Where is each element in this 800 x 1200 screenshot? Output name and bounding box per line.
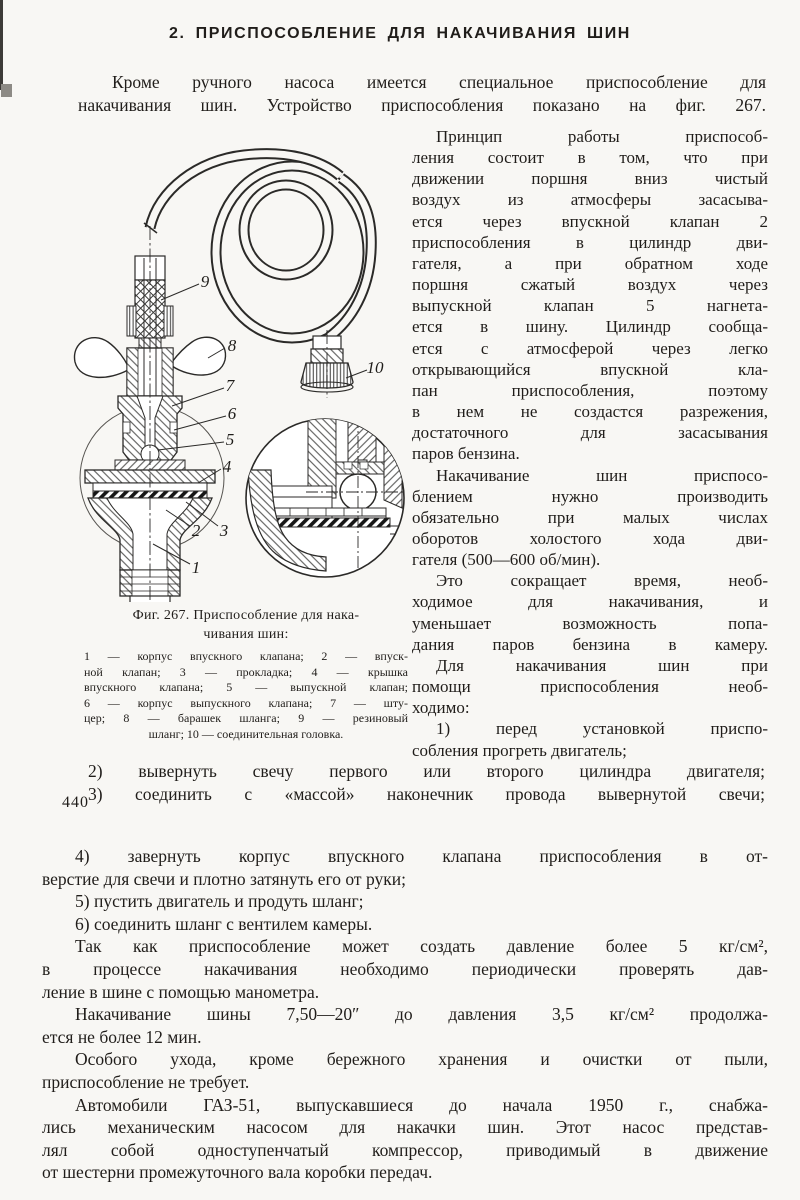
callout-8: 8 bbox=[227, 336, 237, 355]
figure-caption-title bbox=[84, 606, 408, 644]
figure-caption bbox=[84, 606, 408, 743]
text-line: 5) пустить двигатель и продуть шланг; bbox=[75, 891, 364, 912]
detail-circle-inset bbox=[246, 416, 410, 580]
text-line: ной клапан; 3 — прокладка; 4 — крышка bbox=[84, 664, 408, 679]
text-line: ется не более 12 мин. bbox=[42, 1026, 202, 1047]
callout-4: 4 bbox=[222, 457, 232, 476]
text-line: 2) вывернуть свечу первого или второго цилиндра двигателя; bbox=[88, 761, 765, 781]
bottom-paragraphs bbox=[42, 845, 768, 1184]
text-line: Накачивание шины 7,50—20″ до давления 3,5 кг/см² продолжа- bbox=[75, 1004, 768, 1025]
text-line: верстие для свечи и плотно затянуть его от руки; bbox=[42, 868, 406, 889]
text-line: приспособление не требует. bbox=[42, 1071, 250, 1092]
text-line: Накачивание шин приспосо- bbox=[436, 465, 768, 485]
text-line: ходимо: bbox=[412, 698, 470, 718]
text-line: ется с атмосферой через легко bbox=[412, 338, 768, 358]
text-line: дания паров бензина в камеру. bbox=[412, 634, 768, 654]
text-line: 4) завернуть корпус впускного клапана приспособления в от- bbox=[75, 846, 768, 866]
text-line: поршня сжатый воздух через bbox=[412, 275, 768, 295]
scan-edge-artifact bbox=[0, 0, 3, 90]
right-text-column bbox=[412, 126, 768, 761]
callout-7: 7 bbox=[225, 376, 235, 395]
text-line: Особого ухода, кроме бережного хранения и очистки от пыли, bbox=[75, 1049, 768, 1070]
text-line: ется через впускной клапан 2 bbox=[412, 211, 768, 231]
text-line: впускного клапана; 5 — выпускной клапан; bbox=[84, 680, 408, 695]
text-line: воздух из атмосферы засасыва- bbox=[412, 190, 768, 210]
text-line: приспособления в цилиндр дви- bbox=[412, 232, 768, 252]
text-line: блением нужно производить bbox=[412, 486, 768, 506]
text-line: Для накачивания шин при bbox=[436, 655, 768, 675]
text-line: 6 — корпус выпускного клапана; 7 — шту- bbox=[84, 695, 408, 710]
section-heading: 2. ПРИСПОСОБЛЕНИЕ ДЛЯ НАКАЧИВАНИЯ ШИН bbox=[169, 25, 631, 42]
text-line: помощи приспособления необ- bbox=[412, 677, 768, 697]
text-line: Кроме ручного насоса имеется специальное приспособление для bbox=[112, 72, 766, 92]
text-line: гателя, а при обратном ходе bbox=[412, 253, 768, 273]
callout-2: 2 bbox=[191, 521, 201, 540]
text-line: Фиг. 267. Приспособление для нака- bbox=[132, 608, 360, 623]
text-line: Принцип работы приспособ- bbox=[436, 127, 768, 146]
text-line: Автомобили ГАЗ-51, выпускавшиеся до начала 1950 г., снабжа- bbox=[75, 1094, 768, 1115]
text-line: достаточного для засасывания bbox=[412, 423, 768, 443]
text-line: 6) соединить шланг с вентилем камеры. bbox=[75, 913, 373, 934]
text-line: движении поршня вниз чистый bbox=[412, 169, 768, 189]
text-line: обязательно при малых числах bbox=[412, 507, 768, 527]
text-line: Так как приспособление может создать давление более 5 кг/см², bbox=[75, 936, 768, 957]
text-line: в нем не создастся разрежения, bbox=[412, 402, 768, 422]
figure-caption-legend bbox=[84, 649, 408, 743]
text-line: чивания шин: bbox=[203, 627, 289, 642]
text-line: шланг; 10 — соединительная головка. bbox=[148, 726, 344, 741]
text-line: гателя (500—600 об/мин). bbox=[412, 550, 601, 570]
text-line: 3) соединить с «массой» наконечник провода вывернутой свечи; bbox=[88, 783, 765, 804]
text-line: 1) перед установкой приспо- bbox=[436, 719, 768, 739]
text-line: ходимое для накачивания, и bbox=[412, 592, 768, 612]
text-line: открывающийся впускной кла- bbox=[412, 359, 768, 379]
text-line: лись механическим насосом для накачки шин. Этот насос представ- bbox=[42, 1117, 768, 1138]
text-line: цер; 8 — барашек шланга; 9 — резиновый bbox=[84, 711, 408, 726]
text-line: 1 — корпус впускного клапана; 2 — впуск- bbox=[84, 649, 408, 663]
text-line: накачивания шин. Устройство приспособления показано на фиг. 267. bbox=[78, 95, 766, 115]
full-width-list-lines bbox=[88, 760, 765, 805]
intro-paragraph bbox=[78, 71, 766, 117]
text-line: лял собой одноступенчатый компрессор, приводимый в движение bbox=[42, 1139, 768, 1160]
text-line: ления состоит в том, что при bbox=[412, 148, 768, 168]
callout-1: 1 bbox=[191, 558, 201, 577]
text-line: Это сокращает время, необ- bbox=[436, 571, 768, 591]
text-line: уменьшает возможность попа- bbox=[412, 613, 768, 633]
callout-10: 10 bbox=[366, 358, 384, 377]
text-line: оборотов холостого хода дви- bbox=[412, 528, 768, 548]
text-line: в процессе накачивания необходимо периодически проверять дав- bbox=[42, 958, 768, 979]
callout-5: 5 bbox=[225, 430, 235, 449]
figure-267-drawing bbox=[60, 130, 412, 602]
scan-edge-artifact bbox=[1, 84, 12, 97]
text-line: выпускной клапан 5 нагнета- bbox=[412, 296, 768, 316]
text-line: ление в шине с помощью манометра. bbox=[42, 981, 320, 1002]
callout-9: 9 bbox=[200, 272, 210, 291]
text-line: от шестерни промежуточного вала коробки передач. bbox=[42, 1162, 433, 1183]
rubber-hose-coil bbox=[144, 154, 371, 338]
callout-3: 3 bbox=[219, 521, 229, 540]
text-line: пан приспособления, поэтому bbox=[412, 380, 768, 400]
page-number: 440 bbox=[62, 794, 89, 811]
text-line: ется в шину. Цилиндр сообща- bbox=[412, 317, 768, 337]
callout-6: 6 bbox=[227, 404, 237, 423]
text-line: паров бензина. bbox=[412, 444, 520, 464]
text-line: собления прогреть двигатель; bbox=[412, 740, 627, 760]
